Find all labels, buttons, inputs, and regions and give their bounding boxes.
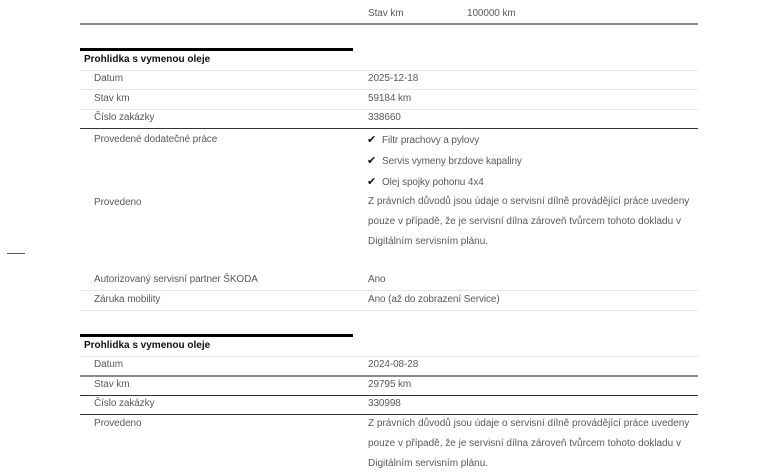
row-label-mobility-warranty: Záruka mobility [94,294,161,305]
row-value-performed: Z právních důvodů jsou údaje o servisní dílně provádějící práce uvedeny pouze v případě, že je servisní dílna zároveň tvůrcem tohoto dokladu v Digitálním servisním plánu. [368,418,690,469]
additional-work-item [367,155,522,168]
row-value-order-number: 338660 [368,112,401,123]
section-title: Prohlidka s vymenou oleje [84,340,211,351]
row-value-order-number: 330998 [368,398,401,409]
row-label-order-number: Číslo zakázky [94,112,155,123]
row-divider [80,356,698,357]
row-label-performed: Provedeno [94,418,142,429]
check-icon: ✔ [367,155,377,167]
row-value-datum: 2024-08-28 [368,359,419,370]
row-divider [80,395,698,396]
row-label-order-number: Číslo zakázky [94,398,155,409]
row-label-additional-work: Provedené dodatečné práce [94,134,218,145]
row-divider [80,89,698,90]
row-label-performed: Provedeno [94,197,142,208]
top-divider [80,23,698,25]
row-divider [80,310,698,311]
row-label-datum: Datum [94,359,123,370]
additional-work-item-label: Olej spojky pohonu 4x4 [382,177,484,188]
row-value-authorized-partner: Ano [368,274,386,285]
section-title: Prohlidka s vymenou oleje [84,54,211,65]
section-header-bar [80,48,353,51]
additional-work-item-label: Filtr prachovy a pylovy [382,135,480,146]
row-value-performed: Z právních důvodů jsou údaje o servisní dílně provádějící práce uvedeny pouze v případě, že je servisní dílna zároveň tvůrcem tohoto dokladu v Digitálním servisním plánu. [368,196,690,247]
section-header-bar [80,334,353,337]
row-divider [80,70,698,71]
row-divider [80,109,698,110]
additional-work-item-label: Servis vymeny brzdove kapaliny [382,156,522,167]
top-row-label: Stav km [368,8,404,19]
row-value-datum: 2025-12-18 [368,73,419,84]
top-row-value: 100000 km [467,8,516,19]
check-icon: ✔ [367,134,377,146]
margin-dash [7,253,25,254]
check-icon: ✔ [367,176,377,188]
row-value-stav-km: 29795 km [368,379,412,390]
additional-work-item [367,134,479,147]
row-label-stav-km: Stav km [94,379,130,390]
additional-work-item [367,176,484,189]
row-divider [80,128,698,129]
row-label-authorized-partner: Autorizovaný servisní partner ŠKODA [94,274,258,285]
row-label-datum: Datum [94,73,123,84]
row-label-stav-km: Stav km [94,93,130,104]
row-divider [80,375,698,377]
row-value-stav-km: 59184 km [368,93,412,104]
row-divider [80,290,698,291]
row-value-mobility-warranty: Ano (až do zobrazení Service) [368,294,500,305]
